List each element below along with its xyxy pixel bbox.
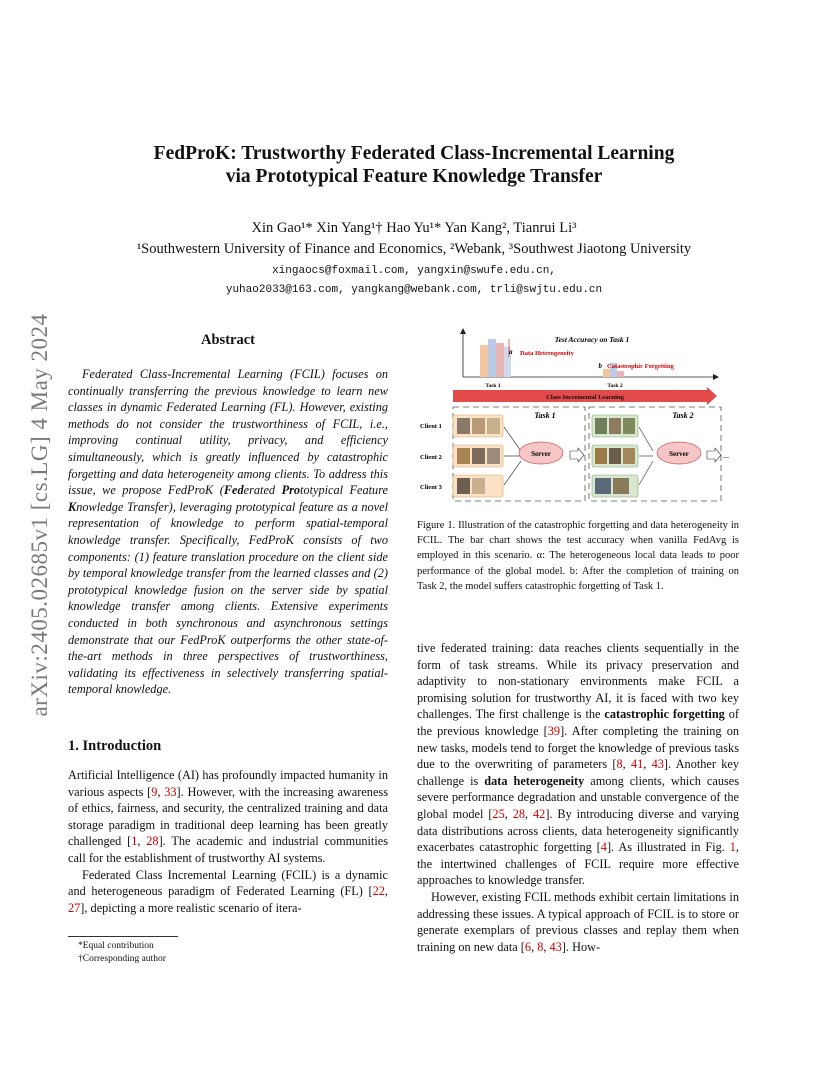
chart-x-arrow — [713, 374, 719, 380]
transition-arrow-2 — [707, 448, 721, 462]
author-block — [80, 218, 748, 260]
figure-1 — [417, 327, 739, 507]
client1-label: Client 1 — [420, 423, 442, 430]
label-b-text: Catastrophic Forgetting — [607, 363, 674, 370]
tick-task2: Task 2 — [607, 383, 623, 389]
intro-paragraph-1: Artificial Intelligence (AI) has profoundly impacted humanity in various aspects [9, 33]. However, with the increasing awareness of ethics, fairness, and security, the centralized training and data storage paradigm in traditional deep learning has been greatly challenged [1, 28]. The academic and industrial communities call for the establishment of trustworthy AI systems. — [68, 768, 388, 865]
image-thumbnail — [487, 418, 500, 434]
text: ]. As illustrated in Fig. — [606, 840, 730, 855]
title-line-1: FedProK: Trustworthy Federated Class-Incremental Learning — [153, 143, 675, 164]
text: ]. However, with the increasing awareness of ethics, fairness, and security, the centralized training and data storage paradigm in traditional deep learning has been greatly challenged [ — [68, 784, 388, 849]
text: ], depicting a more realistic scenario of itera- — [80, 900, 302, 915]
image-thumbnail — [487, 448, 500, 464]
citation-link[interactable]: 28 — [512, 806, 526, 821]
citation-link[interactable]: 43 — [651, 757, 664, 772]
right-paragraph-2: However, existing FCIL methods exhibit certain limitations in addressing these issues. A typical approach of FCIL is to store or generate exemplars of previous classes and replay them when training on new data [6, 8, 43]. How- — [417, 889, 739, 954]
image-thumbnail — [472, 478, 485, 494]
text: of the previous knowledge [ — [417, 707, 739, 738]
chart-title: Test Accuracy on Task 1 — [554, 335, 630, 344]
bar-task2-3 — [617, 371, 624, 377]
text: ]. After completing the training on new tasks, models tend to forget the knowledge of previous tasks due to the overwriting of parameters [ — [417, 723, 739, 772]
citation-link[interactable]: 25 — [492, 806, 505, 821]
client3-label: Client 3 — [420, 484, 442, 491]
chart-y-arrow — [460, 328, 466, 334]
footnote-rule — [68, 936, 178, 937]
image-thumbnail — [595, 448, 607, 464]
label-a-text: Data Heterogeneity — [520, 350, 574, 357]
image-thumbnail — [472, 418, 485, 434]
affiliations: ¹Southwestern University of Finance and Economics, ²Webank, ³Southwest Jiaotong University — [136, 241, 692, 257]
citation-link[interactable]: 33 — [164, 784, 177, 799]
citation-link[interactable]: 8 — [537, 939, 544, 954]
arrow-client3-server1 — [504, 461, 521, 485]
image-thumbnail — [595, 478, 611, 494]
footnote-corresponding: †Corresponding author — [78, 954, 166, 964]
text: ]. Another key challenge is — [417, 757, 739, 788]
citation-link[interactable]: 43 — [549, 939, 562, 954]
footnote-equal: *Equal contribution — [78, 941, 154, 951]
term-catastrophic-forgetting: catastrophic forgetting — [604, 707, 725, 722]
image-thumbnail — [457, 478, 470, 494]
image-thumbnail — [472, 448, 485, 464]
bar-task1-3 — [496, 343, 504, 377]
text: among clients, which causes severe performance degradation and unstable convergence of the global model [ — [417, 773, 739, 821]
citation-link[interactable]: 39 — [547, 723, 561, 738]
term-data-heterogeneity: data heterogeneity — [484, 773, 585, 788]
abstract-body — [68, 366, 388, 698]
image-thumbnail — [623, 418, 635, 434]
arrow-client3-server2 — [639, 461, 653, 485]
arxiv-id: arXiv:2405.02685v1 [cs.LG] 4 May 2024 — [27, 313, 52, 717]
abstract-text-1: Federated Class-Incremental Learning (FCIL) focuses on continually transferring the previous knowledge to learn new classes in dynamic Federated Learning (FL). However, existing methods do not consider the trustworthiness of FCIL, i.e., improving continual utility, privacy, and efficiency simultaneously, which is greatly influenced by catastrophic forgetting and data heterogeneity among clients. To address this issue, we propose FedProK ( — [68, 367, 388, 498]
image-thumbnail — [623, 448, 635, 464]
image-thumbnail — [613, 478, 629, 494]
citation-link[interactable]: 9 — [151, 784, 158, 799]
abstract-bold-pro: Pro — [281, 483, 301, 498]
image-thumbnail — [609, 448, 621, 464]
abstract-heading: Abstract — [201, 332, 255, 348]
citation-link[interactable]: 6 — [524, 939, 532, 954]
citation-link[interactable]: 41 — [631, 757, 644, 772]
label-b: b — [598, 362, 602, 370]
paper-title — [100, 142, 728, 188]
text: tive federated training: data reaches clients sequentially in the form of task streams. While its privacy preservation and adaptivity to non-stationary environments make FCIL a promising solution for trustworthy AI, it is faced with two key challenges. The first challenge is the — [417, 641, 739, 722]
abstract-bold-fed: Fed — [223, 483, 244, 498]
citation-link[interactable]: 22 — [372, 884, 385, 899]
intro-right-column — [417, 640, 739, 955]
abstract-text-erated: erated — [243, 483, 282, 498]
text: Artificial Intelligence (AI) has profoundly impacted humanity in various aspects [ — [68, 768, 388, 799]
bar-task2-1 — [603, 369, 610, 377]
citation-link[interactable]: 8 — [616, 757, 623, 772]
text: Federated Class Incremental Learning (FCIL) is a dynamic and heterogeneous paradigm of Federated Learning (FL) [ — [68, 867, 388, 899]
section-heading-introduction: 1. Introduction — [68, 738, 162, 754]
citation-link[interactable]: 1 — [131, 834, 138, 849]
timeline-label: Class Incremental Learning — [546, 394, 624, 401]
server-label-2: Server — [669, 450, 689, 458]
image-thumbnail — [457, 418, 470, 434]
text: ]. By introducing diverse and varying data distributions across clients, data heterogeneity significantly exacerbates catastrophic forgetting [ — [417, 806, 739, 855]
abstract-bold-k: K — [68, 499, 77, 514]
text: , the intertwined challenges of FCIL require more effective approaches to knowledge transfer. — [417, 840, 739, 888]
image-thumbnail — [609, 418, 621, 434]
emails-line-1: xingaocs@foxmail.com, yangxin@swufe.edu.cn, — [272, 265, 556, 277]
intro-paragraph-2: Federated Class Incremental Learning (FCIL) is a dynamic and heterogeneous paradigm of Federated Learning (FL) [22, 27], depicting a more realistic scenario of itera- — [68, 867, 388, 915]
footnotes — [68, 940, 388, 966]
panel1-title: Task 1 — [534, 411, 556, 420]
text: ]. How- — [561, 939, 601, 954]
continuation-ellipsis: ... — [723, 451, 729, 460]
emails-line-2: yuhao2033@163.com, yangkang@webank.com, trli@swjtu.edu.cn — [225, 283, 603, 296]
bar-task1-2 — [488, 339, 496, 377]
bar-task1-1 — [480, 345, 488, 377]
abstract-text-totypical: totypical Feature — [300, 483, 388, 498]
abstract-text-2: nowledge Transfer), leveraging prototypical feature as a novel representation of knowledge to perform spatial-temporal knowledge transfer. Specifically, FedProK consists of two components: (1) feature translation procedure on the client side by temporal knowledge transfer from the learned classes and (2) prototypical knowledge fusion on the server side by spatial knowledge transfer among clients. Extensive experiments conducted in both synchronous and asynchronous settings demonstrate that our FedProK outperforms the other state-of-the-art methods in three perspectives of trustworthiness, validating its effectiveness in selectively transferring spatial-temporal knowledge. — [68, 499, 388, 697]
text: However, existing FCIL methods exhibit certain limitations in addressing these issues. A typical approach of FCIL is to store or generate exemplars of previous classes and replay them when training on new data [ — [417, 889, 739, 954]
text: ]. The academic and industrial communities call for the establishment of trustworthy AI systems. — [68, 834, 388, 865]
citation-link[interactable]: 42 — [533, 806, 546, 821]
server-label-1: Server — [531, 450, 551, 458]
label-a: a — [509, 348, 513, 356]
figure-link[interactable]: 1 — [729, 840, 736, 855]
transition-arrow-1 — [570, 448, 584, 462]
citation-link[interactable]: 27 — [68, 900, 81, 915]
authors: Xin Gao¹* Xin Yang¹† Hao Yu¹* Yan Kang², Tianrui Li³ — [251, 220, 577, 236]
citation-link[interactable]: 28 — [146, 834, 159, 849]
title-line-2: via Prototypical Feature Knowledge Transfer — [225, 166, 603, 187]
right-paragraph-1: tive federated training: data reaches clients sequentially in the form of task streams. While its privacy preservation and adaptivity to non-stationary environments make FCIL a promising solution for trustworthy AI, it is faced with two key challenges. The first challenge is the catastrophic forgetting of the previous knowledge [39]. After completing the training on new tasks, models tend to forget the knowledge of previous tasks due to the overwriting of parameters [8, 41, 43]. Another key challenge is data heterogeneity among clients, which causes severe performance degradation and unstable convergence of the global model [25, 28, 42]. By introducing diverse and varying data distributions across clients, data heterogeneity significantly exacerbates catastrophic forgetting [4]. As illustrated in Fig. 1, the intertwined challenges of FCIL require more effective approaches to knowledge transfer. — [417, 641, 739, 888]
image-thumbnail — [457, 448, 470, 464]
email-block — [80, 262, 748, 299]
intro-left-column — [68, 767, 388, 916]
arrow-client1-server1 — [504, 427, 521, 451]
arxiv-sidebar — [20, 280, 60, 750]
image-thumbnail — [595, 418, 607, 434]
arrow-client1-server2 — [639, 427, 653, 451]
figure-1-caption: Figure 1. Illustration of the catastrophic forgetting and data heterogeneity in FCIL. The bar chart shows the test accuracy when vanilla FedAvg is employed in this scenario. α: The heterogeneous local data leads to poor performance of the global model. b: After the completion of training on Task 2, the model suffers catastrophic forgetting of Task 1. — [417, 520, 739, 592]
tick-task1: Task 1 — [485, 383, 501, 389]
citation-link[interactable]: 4 — [600, 840, 607, 855]
panel2-title: Task 2 — [672, 411, 694, 420]
client2-label: Client 2 — [420, 454, 442, 461]
